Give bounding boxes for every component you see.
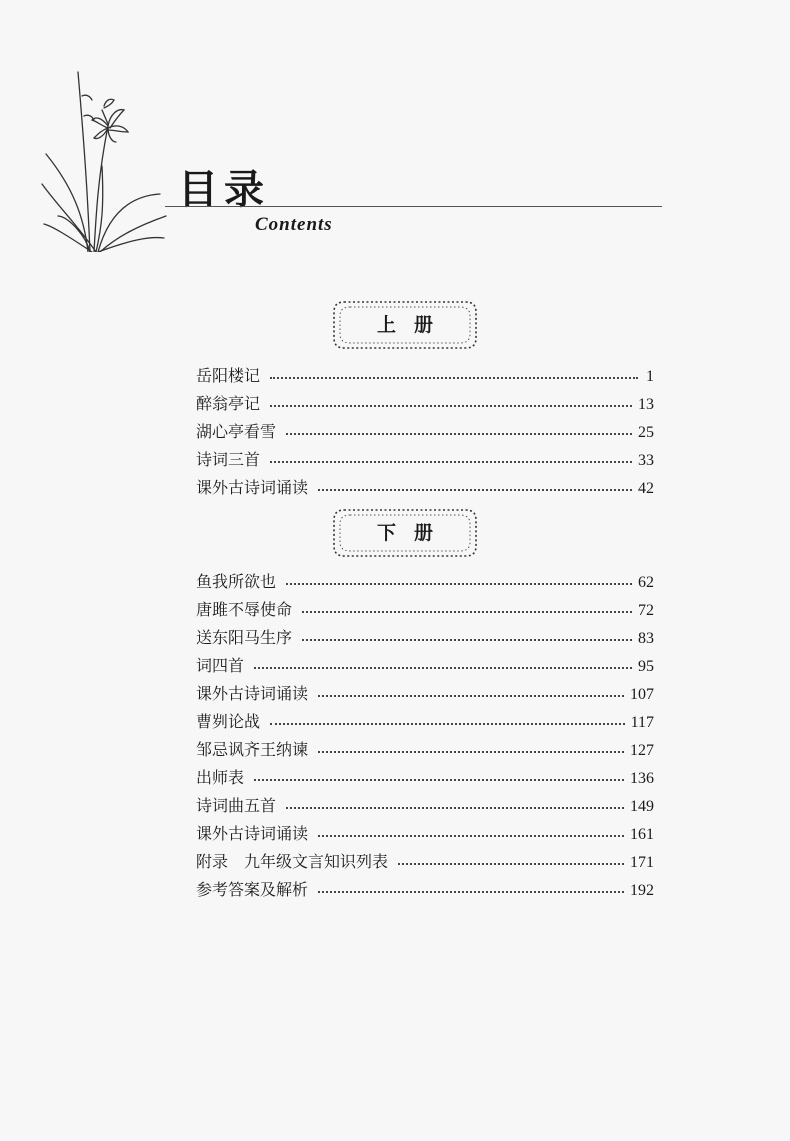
toc-entry-page: 33 [638, 452, 654, 469]
toc-entry-title: 唐雎不辱使命 [196, 600, 293, 619]
toc-entry-page: 25 [638, 424, 654, 441]
title-divider [165, 206, 662, 207]
toc-entry-title: 课外古诗词诵读 [196, 684, 309, 703]
section-title: 上册 [376, 314, 451, 336]
toc-entry-page: 83 [638, 630, 654, 647]
toc-entry-title: 湖心亭看雪 [196, 422, 277, 441]
toc-entry-title: 附录 九年级文言知识列表 [196, 852, 389, 871]
toc-entry[interactable] [196, 676, 654, 704]
toc-entry-page: 42 [638, 480, 654, 497]
toc-entry-page: 107 [630, 686, 654, 703]
toc-entry[interactable] [196, 386, 654, 414]
toc-entry-page: 171 [630, 854, 654, 871]
toc-list-volume-2 [196, 564, 654, 900]
toc-leader-dots [270, 377, 638, 379]
toc-entry-page: 1 [646, 368, 654, 385]
toc-leader-dots [270, 461, 632, 463]
toc-entry-page: 149 [630, 798, 654, 815]
section-heading-volume-2 [330, 506, 480, 560]
toc-entry-page: 62 [638, 574, 654, 591]
toc-entry-title: 岳阳楼记 [196, 366, 261, 385]
toc-leader-dots [318, 835, 624, 837]
toc-entry-page: 192 [630, 882, 654, 899]
toc-leader-dots [286, 583, 632, 585]
toc-entry[interactable] [196, 470, 654, 498]
toc-entry-title: 诗词三首 [196, 450, 261, 469]
toc-entry[interactable] [196, 358, 654, 386]
toc-leader-dots [270, 723, 625, 725]
toc-entry-page: 136 [630, 770, 654, 787]
toc-entry-title: 送东阳马生序 [196, 628, 293, 647]
toc-entry-title: 邹忌讽齐王纳谏 [196, 740, 309, 759]
toc-entry-page: 13 [638, 396, 654, 413]
toc-entry-page: 127 [630, 742, 654, 759]
toc-leader-dots [270, 405, 632, 407]
toc-leader-dots [286, 433, 632, 435]
toc-leader-dots [286, 807, 624, 809]
toc-entry-title: 醉翁亭记 [196, 394, 261, 413]
toc-entry-title: 诗词曲五首 [196, 796, 277, 815]
page-subtitle: Contents [255, 214, 333, 235]
toc-entry[interactable] [196, 760, 654, 788]
toc-entry-title: 课外古诗词诵读 [196, 478, 309, 497]
toc-entry[interactable] [196, 442, 654, 470]
toc-entry[interactable] [196, 592, 654, 620]
toc-entry[interactable] [196, 648, 654, 676]
toc-entry[interactable] [196, 788, 654, 816]
toc-entry[interactable] [196, 844, 654, 872]
toc-entry[interactable] [196, 620, 654, 648]
toc-entry[interactable] [196, 564, 654, 592]
toc-entry-title: 课外古诗词诵读 [196, 824, 309, 843]
page-title: 目录 [178, 166, 270, 213]
toc-leader-dots [302, 639, 632, 641]
toc-leader-dots [302, 611, 632, 613]
toc-leader-dots [318, 751, 624, 753]
toc-entry-page: 95 [638, 658, 654, 675]
toc-leader-dots [254, 779, 624, 781]
toc-entry-title: 出师表 [196, 768, 245, 787]
toc-entry[interactable] [196, 732, 654, 760]
toc-leader-dots [398, 863, 624, 865]
toc-leader-dots [254, 667, 632, 669]
toc-entry[interactable] [196, 816, 654, 844]
section-title: 下册 [376, 522, 451, 544]
toc-entry-page: 117 [630, 714, 654, 731]
toc-entry-title: 鱼我所欲也 [196, 572, 277, 591]
toc-leader-dots [318, 489, 632, 491]
toc-list-volume-1 [196, 358, 654, 498]
toc-entry-title: 参考答案及解析 [196, 880, 309, 899]
orchid-illustration-icon [38, 66, 168, 252]
toc-entry[interactable] [196, 414, 654, 442]
toc-entry[interactable] [196, 872, 654, 900]
toc-leader-dots [318, 695, 624, 697]
toc-leader-dots [318, 891, 624, 893]
toc-entry-title: 曹刿论战 [196, 712, 261, 731]
toc-entry-page: 161 [630, 826, 654, 843]
toc-entry-page: 72 [638, 602, 654, 619]
section-heading-volume-1 [330, 298, 480, 352]
toc-entry[interactable] [196, 704, 654, 732]
toc-entry-title: 词四首 [196, 656, 245, 675]
